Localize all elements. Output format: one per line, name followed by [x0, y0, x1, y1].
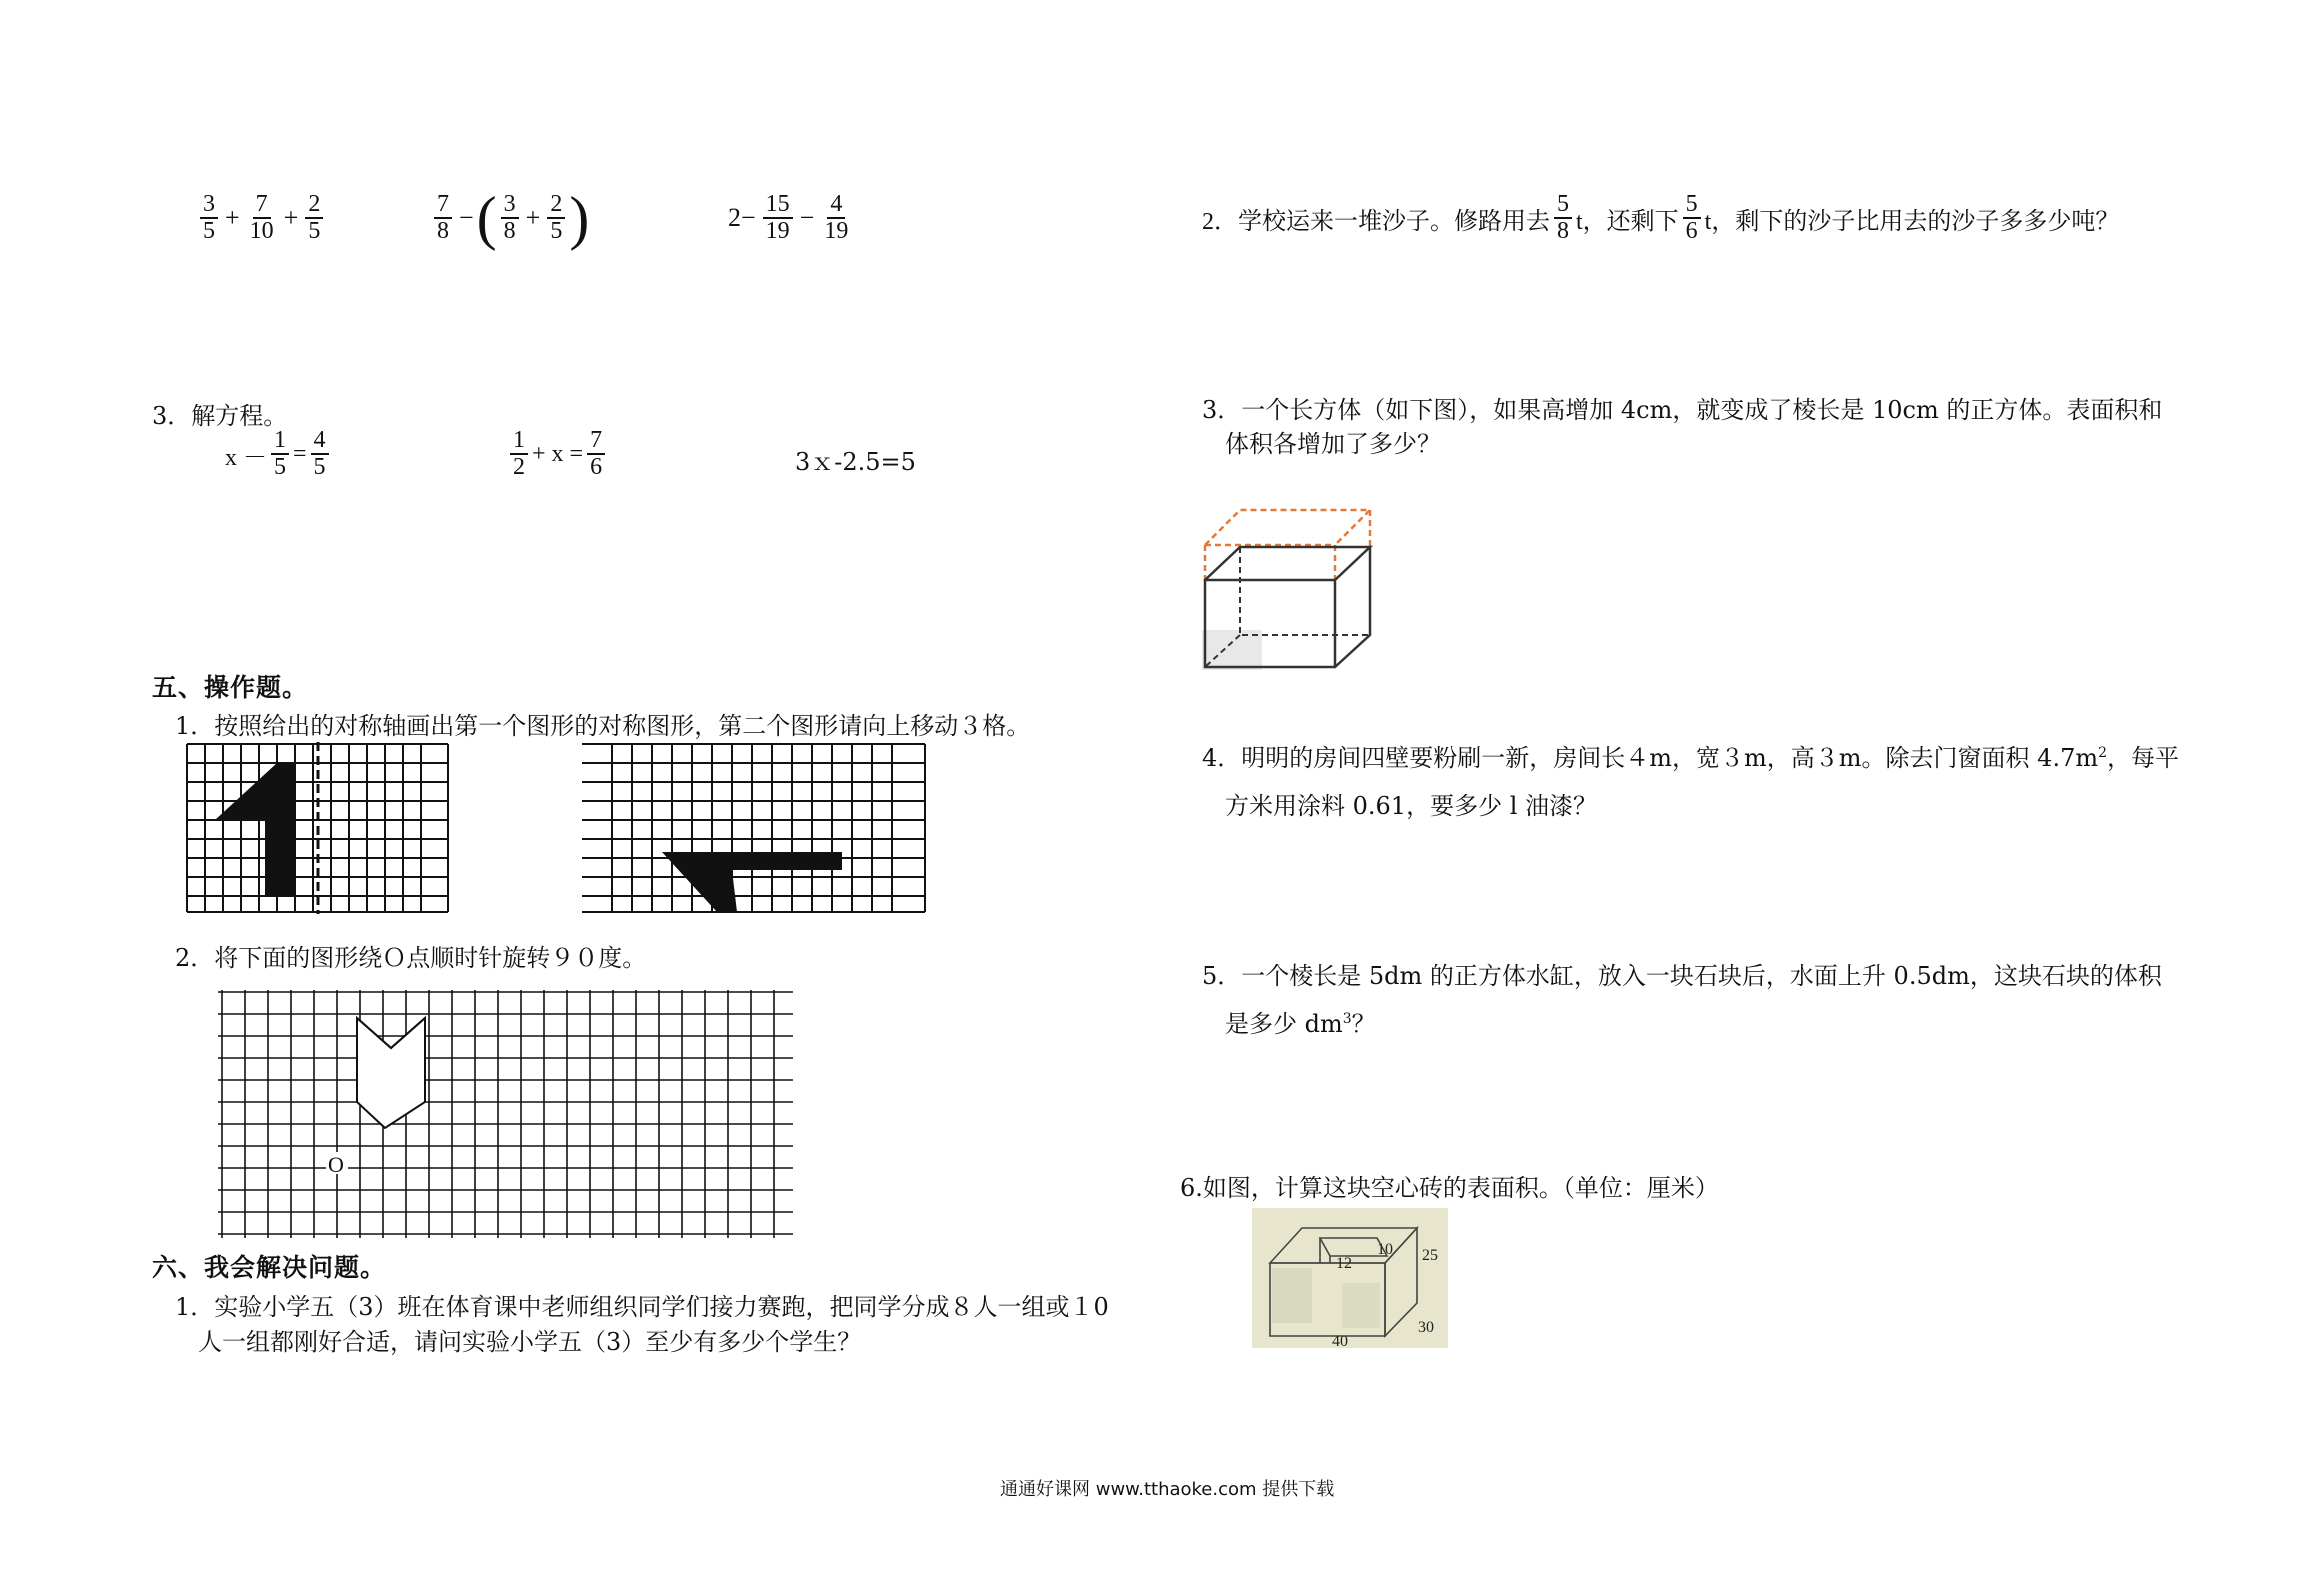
- section-6-title: 六、我会解决问题。: [152, 1253, 387, 1282]
- section-6-q1-line2: 人一组都刚好合适，请问实验小学五（3）至少有多少个学生？: [198, 1328, 862, 1356]
- footer-credit: 通通好课网 www.tthaoke.com 提供下载: [1000, 1479, 1335, 1500]
- right-q3-line1: 3．一个长方体（如下图），如果高增加 4cm，就变成了棱长是 10cm 的正方体。表面积和: [1202, 396, 2163, 424]
- equation-2: $\frac{1}{2}$ + x = $\frac{7}{6}$: [506, 428, 609, 480]
- hollow-brick-figure: [1252, 1208, 1448, 1348]
- brick-label-height: 25: [1422, 1247, 1438, 1264]
- equation-1: x － $\frac{1}{5}$ = $\frac{4}{5}$: [225, 428, 333, 480]
- calc-expression-2: $\frac{7}{8}$ − ( $\frac{3}{8}$ + $\frac{2}{5}$ ): [430, 188, 589, 248]
- brick-label-inner-w: 12: [1336, 1255, 1352, 1272]
- rotate-shape: [357, 1018, 425, 1128]
- calc-expression-1: $\frac{3}{5}$ + $\frac{7}{10}$ + $\frac{2}{5}$: [196, 192, 327, 244]
- right-q4-line2: 方米用涂料 0.61，要多少 l 油漆？: [1225, 792, 1597, 820]
- right-q3-line2: 体积各增加了多少？: [1225, 430, 1441, 458]
- cuboid-figure: [1200, 505, 1400, 675]
- right-q2: 2．学校运来一堆沙子。修路用去 $\frac{5}{8}$ t，还剩下 $\frac{5}{6}$ t，剩下的沙子比用去的沙子多多少吨？: [1202, 191, 2120, 245]
- rotation-grid: [218, 990, 793, 1238]
- calc-expression-3: 2− $\frac{15}{19}$ − $\frac{4}{19}$: [728, 191, 849, 245]
- brick-label-inner-d: 10: [1377, 1241, 1393, 1258]
- section-5-q2: 2．将下面的图形绕Ｏ点顺时针旋转９０度。: [175, 944, 647, 972]
- translation-grid: [582, 742, 927, 914]
- brick-label-depth: 30: [1418, 1319, 1434, 1336]
- section-5-q1: 1．按照给出的对称轴画出第一个图形的对称图形，第二个图形请向上移动３格。: [175, 712, 1031, 740]
- rotation-point-label: O: [328, 1152, 344, 1177]
- right-q5-line1: 5．一个棱长是 5dm 的正方体水缸，放入一块石块后，水面上升 0.5dm，这块石块的体积: [1202, 962, 2162, 990]
- right-q5-line2: 是多少 $dm^3$？: [1225, 1010, 1376, 1038]
- equation-3: 3ｘ-2.5=5: [795, 448, 916, 476]
- brick-label-length: 40: [1332, 1333, 1348, 1348]
- symmetry-grid: [185, 742, 450, 914]
- section-6-q1-line1: 1．实验小学五（3）班在体育课中老师组织同学们接力赛跑，把同学分成８人一组或１0: [175, 1293, 1109, 1321]
- right-q4-line1: 4．明明的房间四壁要粉刷一新，房间长４m，宽３m，高３m。除去门窗面积 $4.7m^2$，每平: [1202, 744, 2180, 772]
- equations-heading: 3．解方程。: [152, 402, 288, 430]
- right-q6: 6.如图，计算这块空心砖的表面积。（单位：厘米）: [1180, 1174, 1719, 1202]
- section-5-title: 五、操作题。: [152, 673, 309, 702]
